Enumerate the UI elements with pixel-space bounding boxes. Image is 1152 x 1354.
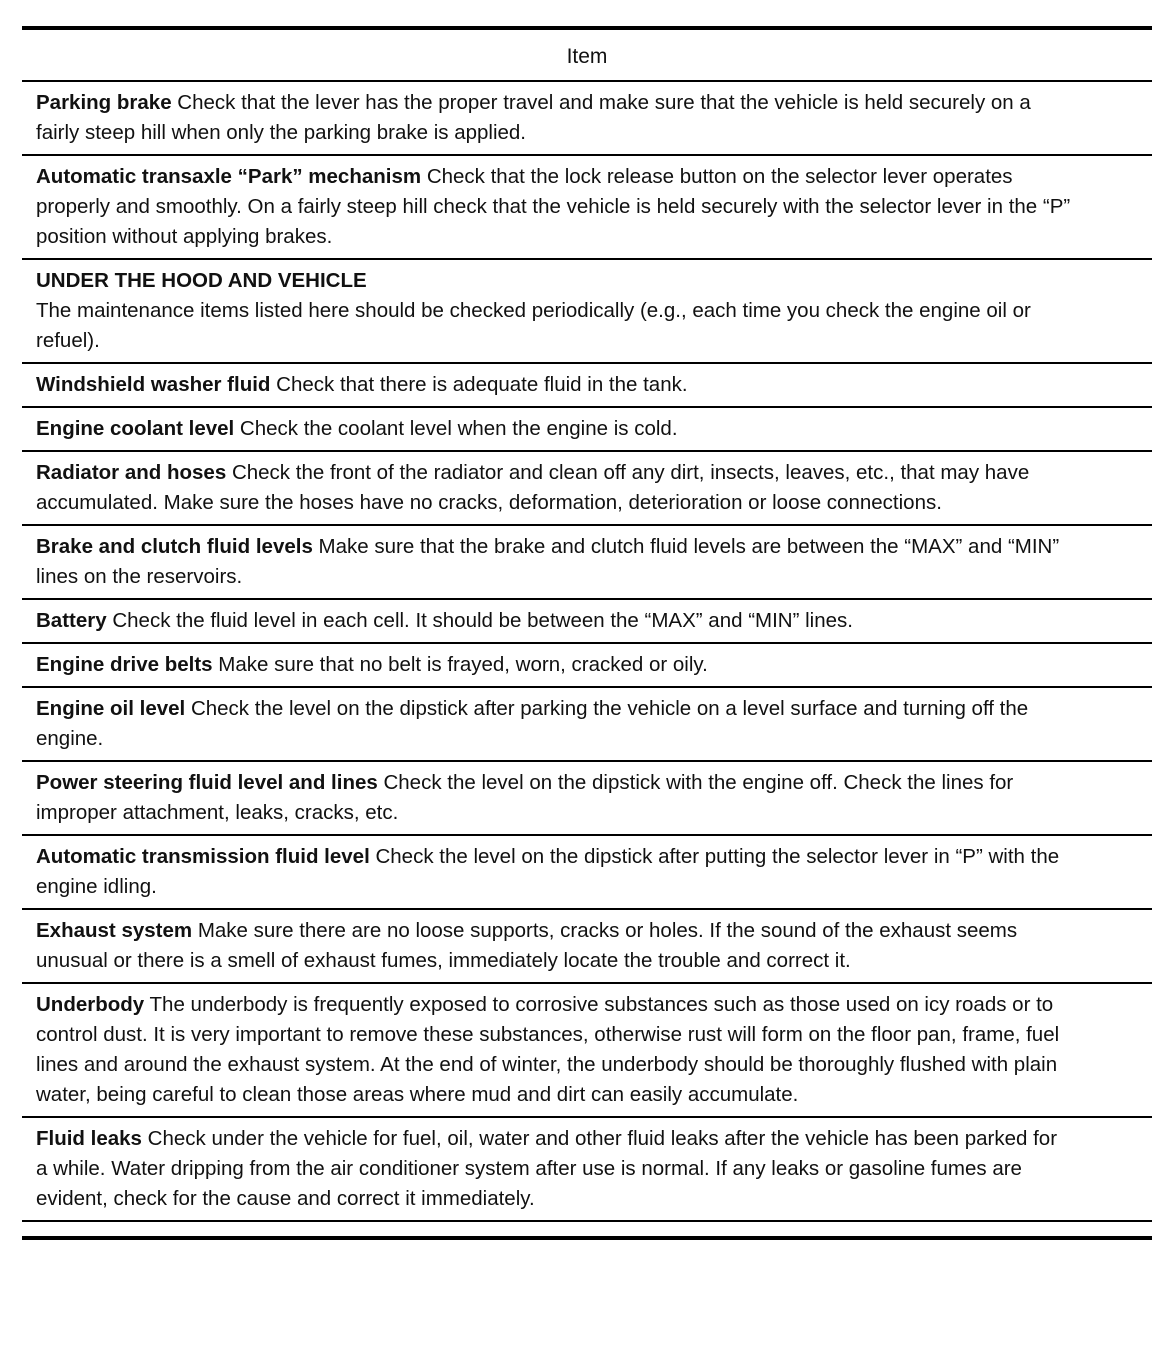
table-header: Item	[22, 30, 1152, 82]
table-row	[22, 408, 1152, 452]
row-text: Check that the lever has the proper travel and make sure that the vehicle is held securely on a fairly steep hill when only the parking brake is applied.	[36, 91, 1031, 144]
row-text: Check the fluid level in each cell. It should be between the “MAX” and “MIN” lines.	[112, 609, 853, 632]
row-text: The maintenance items listed here should be checked periodically (e.g., each time you check the engine oil or refuel).	[36, 299, 1031, 352]
row-term: Engine coolant level	[36, 417, 235, 440]
row-term: Automatic transaxle “Park” mechanism	[36, 165, 422, 188]
row-text: Check the level on the dipstick with the engine off. Check the lines for improper attachment, leaks, cracks, etc.	[36, 771, 1014, 824]
row-term: Fluid leaks	[36, 1127, 142, 1150]
table-row	[22, 688, 1152, 762]
section-heading-row	[22, 260, 1152, 364]
row-term: Battery	[36, 609, 107, 632]
maintenance-table	[22, 26, 1152, 1240]
row-term: Radiator and hoses	[36, 461, 227, 484]
row-term: Engine oil level	[36, 697, 186, 720]
table-row	[22, 1118, 1152, 1222]
row-text: Make sure that no belt is frayed, worn, cracked or oily.	[218, 653, 708, 676]
row-term: Engine drive belts	[36, 653, 213, 676]
row-text: Make sure that the brake and clutch fluid levels are between the “MAX” and “MIN” lines on the reservoirs.	[36, 535, 1060, 588]
table-row	[22, 364, 1152, 408]
row-text: The underbody is frequently exposed to corrosive substances such as those used on icy roads or to control dust. It is very important to remove these substances, otherwise rust will form on the floor pan, frame, fuel lines and around the exhaust system. At the end of winter, the underbody should be thoroughly flushed with plain water, being careful to clean those areas where mud and dirt can easily accumulate.	[36, 993, 1060, 1106]
table-row	[22, 984, 1152, 1118]
section-title: UNDER THE HOOD AND VEHICLE	[36, 269, 367, 292]
table-row	[22, 526, 1152, 600]
row-text: Check the level on the dipstick after putting the selector lever in “P” with the engine idling.	[36, 845, 1060, 898]
table-row	[22, 600, 1152, 644]
table-row	[22, 762, 1152, 836]
table-row	[22, 156, 1152, 260]
table-row	[22, 82, 1152, 156]
table-row	[22, 644, 1152, 688]
row-text: Check that the lock release button on the selector lever operates properly and smoothly. On a fairly steep hill check that the vehicle is held securely with the selector lever in the “P” position without applying brakes.	[36, 165, 1071, 248]
row-text: Check the coolant level when the engine is cold.	[239, 417, 678, 440]
row-term: Windshield washer fluid	[36, 373, 271, 396]
row-text: Make sure there are no loose supports, cracks or holes. If the sound of the exhaust seems unusual or there is a smell of exhaust fumes, immediately locate the trouble and correct it.	[36, 919, 1018, 972]
table-row	[22, 836, 1152, 910]
row-term: Automatic transmission fluid level	[36, 845, 370, 868]
row-text: Check the level on the dipstick after parking the vehicle on a level surface and turning off the engine.	[36, 697, 1029, 750]
row-term: Power steering fluid level and lines	[36, 771, 378, 794]
row-text: Check that there is adequate fluid in the tank.	[276, 373, 688, 396]
row-term: Exhaust system	[36, 919, 193, 942]
table-row	[22, 910, 1152, 984]
table-row	[22, 452, 1152, 526]
row-text: Check under the vehicle for fuel, oil, water and other fluid leaks after the vehicle has been parked for a while. Water dripping from the air conditioner system after use is normal. If any leaks or gasoline fumes are evident, check for the cause and correct it immediately.	[36, 1127, 1058, 1210]
row-text: Check the front of the radiator and clean off any dirt, insects, leaves, etc., that may have accumulated. Make sure the hoses have no cracks, deformation, deterioration or loose connections.	[36, 461, 1030, 514]
row-term: Underbody	[36, 993, 145, 1016]
table-bottom-rule	[22, 1236, 1152, 1240]
row-term: Brake and clutch fluid levels	[36, 535, 313, 558]
row-term: Parking brake	[36, 91, 172, 114]
